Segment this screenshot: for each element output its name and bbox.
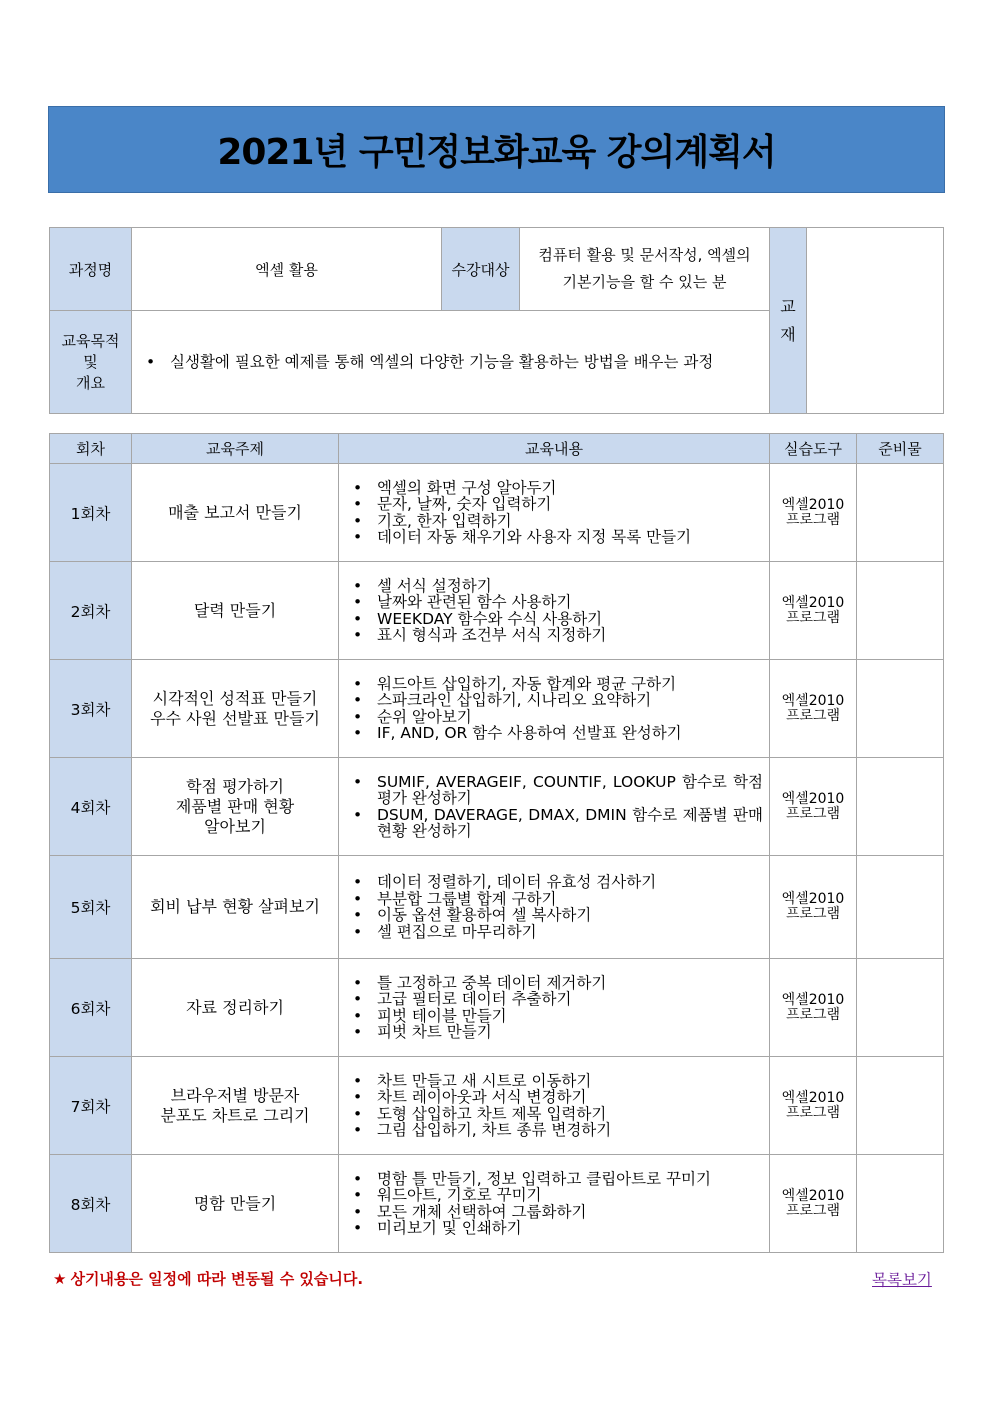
schedule-row	[50, 464, 944, 562]
content-item: • 스파크라인 삽입하기, 시나리오 요약하기	[339, 692, 763, 709]
view-list-link[interactable]: 목록보기	[872, 1271, 932, 1289]
content-item: • DSUM, DAVERAGE, DMAX, DMIN 함수로 제품별 판매현황 완성하기	[339, 807, 763, 840]
session-topic	[132, 856, 339, 959]
header-session: 회차	[50, 434, 132, 464]
target-label: 수강대상	[442, 228, 520, 311]
session-topic	[132, 464, 339, 562]
header-content: 교육내용	[339, 434, 770, 464]
tool-line-1: 엑셀2010	[781, 1089, 845, 1106]
purpose-value	[132, 311, 770, 414]
topic-line: 분포도 차트로 그리기	[160, 1105, 310, 1125]
content-item: • IF, AND, OR 함수 사용하여 선발표 완성하기	[339, 725, 763, 742]
tool-line-2: 프로그램	[785, 511, 841, 528]
session-content	[339, 1057, 770, 1155]
target-line-1: 컴퓨터 활용 및 문서작성, 엑셀의	[538, 246, 751, 264]
session-number: 3회차	[50, 660, 132, 758]
content-list	[339, 1073, 769, 1139]
topic-line: 매출 보고서 만들기	[168, 502, 302, 522]
tool-line-2: 프로그램	[785, 1006, 841, 1023]
schedule-row	[50, 1057, 944, 1155]
change-notice-text: 상기내용은 일정에 따라 변동될 수 있습니다.	[70, 1270, 364, 1288]
materials-cell	[857, 1057, 944, 1155]
content-item: • 이동 옵션 활용하여 셀 복사하기	[339, 907, 763, 924]
content-list	[339, 578, 769, 644]
target-line-2: 기본기능을 할 수 있는 분	[562, 273, 727, 291]
content-item: • 피벗 차트 만들기	[339, 1024, 763, 1041]
purpose-label: 교육목적 및 개요	[50, 311, 132, 414]
content-item: • 기호, 한자 입력하기	[339, 513, 763, 530]
header-materials: 준비물	[857, 434, 944, 464]
content-item: • 차트 만들고 새 시트로 이동하기	[339, 1073, 763, 1090]
course-name-value: 엑셀 활용	[132, 228, 442, 311]
schedule-row	[50, 660, 944, 758]
session-number: 4회차	[50, 758, 132, 856]
topic-line: 회비 납부 현황 살펴보기	[150, 897, 320, 916]
textbook-label-char-2: 재	[780, 324, 796, 344]
tool-line-2: 프로그램	[785, 906, 841, 922]
materials-cell	[857, 1155, 944, 1253]
materials-cell	[857, 464, 944, 562]
content-item: • 도형 삽입하고 차트 제목 입력하기	[339, 1106, 763, 1123]
schedule-header-row	[50, 434, 944, 464]
target-value	[520, 228, 770, 311]
session-topic	[132, 660, 339, 758]
content-list	[339, 1171, 769, 1237]
session-number: 8회차	[50, 1155, 132, 1253]
course-name-label: 과정명	[50, 228, 132, 311]
tool-line-1: 엑셀2010	[781, 692, 845, 709]
content-item: • 문자, 날짜, 숫자 입력하기	[339, 496, 763, 513]
tool-line-1: 엑셀2010	[781, 496, 845, 513]
session-content	[339, 464, 770, 562]
session-content	[339, 660, 770, 758]
content-item: • SUMIF, AVERAGEIF, COUNTIF, LOOKUP 함수로 학점 평가 완성하기	[339, 774, 763, 807]
content-item: • 고급 필터로 데이터 추출하기	[339, 991, 763, 1008]
title-banner	[48, 106, 945, 193]
session-content	[339, 959, 770, 1057]
tool-line-1: 엑셀2010	[781, 891, 845, 907]
content-item: • 셀 서식 설정하기	[339, 578, 763, 595]
content-item: • 워드아트 삽입하기, 자동 합계와 평균 구하기	[339, 676, 763, 693]
content-item: • 표시 형식과 조건부 서식 지정하기	[339, 627, 763, 644]
session-topic	[132, 1057, 339, 1155]
content-item: • 순위 알아보기	[339, 709, 763, 726]
session-number: 7회차	[50, 1057, 132, 1155]
session-number: 6회차	[50, 959, 132, 1057]
tool-line-2: 프로그램	[785, 707, 841, 724]
session-topic	[132, 959, 339, 1057]
tool-line-2: 프로그램	[785, 609, 841, 626]
change-notice	[53, 1268, 363, 1289]
tool-line-1: 엑셀2010	[781, 790, 845, 807]
tool-line-1: 엑셀2010	[781, 1187, 845, 1204]
header-topic: 교육주제	[132, 434, 339, 464]
practice-tool	[770, 758, 857, 856]
content-item: • 데이터 정렬하기, 데이터 유효성 검사하기	[339, 874, 763, 891]
practice-tool	[770, 562, 857, 660]
content-item: • 날짜와 관련된 함수 사용하기	[339, 594, 763, 611]
textbook-label	[770, 228, 807, 414]
topic-line: 자료 정리하기	[186, 997, 284, 1017]
tool-line-1: 엑셀2010	[781, 594, 845, 611]
practice-tool	[770, 660, 857, 758]
tool-line-1: 엑셀2010	[781, 991, 845, 1008]
content-item: • 엑셀의 화면 구성 알아두기	[339, 480, 763, 497]
session-topic	[132, 1155, 339, 1253]
content-list	[339, 975, 769, 1041]
materials-cell	[857, 856, 944, 959]
tool-line-2: 프로그램	[785, 1202, 841, 1219]
topic-line: 우수 사원 선발표 만들기	[150, 708, 320, 728]
topic-line: 학점 평가하기	[186, 776, 284, 796]
topic-line: 제품별 판매 현황	[175, 796, 295, 816]
schedule-table	[49, 433, 944, 1253]
tool-line-2: 프로그램	[785, 805, 841, 822]
content-item: • WEEKDAY 함수와 수식 사용하기	[339, 611, 763, 628]
content-item: • 명함 틀 만들기, 정보 입력하고 클립아트로 꾸미기	[339, 1171, 763, 1188]
schedule-row	[50, 856, 944, 959]
content-item: • 데이터 자동 채우기와 사용자 지정 목록 만들기	[339, 529, 763, 546]
topic-line: 브라우저별 방문자	[170, 1085, 300, 1105]
session-topic	[132, 562, 339, 660]
content-item: • 워드아트, 기호로 꾸미기	[339, 1187, 763, 1204]
topic-line: 알아보기	[204, 816, 266, 836]
session-content	[339, 758, 770, 856]
practice-tool	[770, 1155, 857, 1253]
course-info-table	[49, 227, 944, 414]
topic-line: 달력 만들기	[193, 600, 277, 620]
practice-tool	[770, 856, 857, 959]
session-number: 5회차	[50, 856, 132, 959]
session-content	[339, 856, 770, 959]
topic-line: 명함 만들기	[193, 1193, 277, 1213]
session-topic	[132, 758, 339, 856]
content-list	[339, 480, 769, 546]
content-item: • 피벗 테이블 만들기	[339, 1008, 763, 1025]
schedule-row	[50, 758, 944, 856]
content-item: • 차트 레이아웃과 서식 변경하기	[339, 1089, 763, 1106]
schedule-row	[50, 959, 944, 1057]
practice-tool	[770, 464, 857, 562]
textbook-label-char-1: 교	[780, 296, 796, 316]
content-list	[339, 774, 769, 840]
schedule-row	[50, 1155, 944, 1253]
session-content	[339, 562, 770, 660]
materials-cell	[857, 959, 944, 1057]
materials-cell	[857, 758, 944, 856]
schedule-row	[50, 562, 944, 660]
content-list	[339, 676, 769, 742]
practice-tool	[770, 1057, 857, 1155]
header-tool: 실습도구	[770, 434, 857, 464]
purpose-text: • 실생활에 필요한 예제를 통해 엑셀의 다양한 기능을 활용하는 방법을 배우는 과정	[132, 354, 763, 371]
content-list	[339, 874, 769, 940]
tool-line-2: 프로그램	[785, 1104, 841, 1121]
topic-line: 시각적인 성적표 만들기	[152, 688, 318, 708]
content-item: • 틀 고정하고 중복 데이터 제거하기	[339, 975, 763, 992]
materials-cell	[857, 660, 944, 758]
content-item: • 그림 삽입하기, 차트 종류 변경하기	[339, 1122, 763, 1139]
practice-tool	[770, 959, 857, 1057]
session-content	[339, 1155, 770, 1253]
star-icon: ★	[53, 1270, 67, 1288]
content-item: • 모든 개체 선택하여 그룹화하기	[339, 1204, 763, 1221]
content-item: • 미리보기 및 인쇄하기	[339, 1220, 763, 1237]
session-number: 1회차	[50, 464, 132, 562]
content-item: • 부분합 그룹별 합계 구하기	[339, 891, 763, 908]
content-item: • 셀 편집으로 마무리하기	[339, 924, 763, 941]
session-number: 2회차	[50, 562, 132, 660]
page-title: 2021년 구민정보화교육 강의계획서	[217, 132, 776, 173]
textbook-value	[807, 228, 944, 414]
materials-cell	[857, 562, 944, 660]
